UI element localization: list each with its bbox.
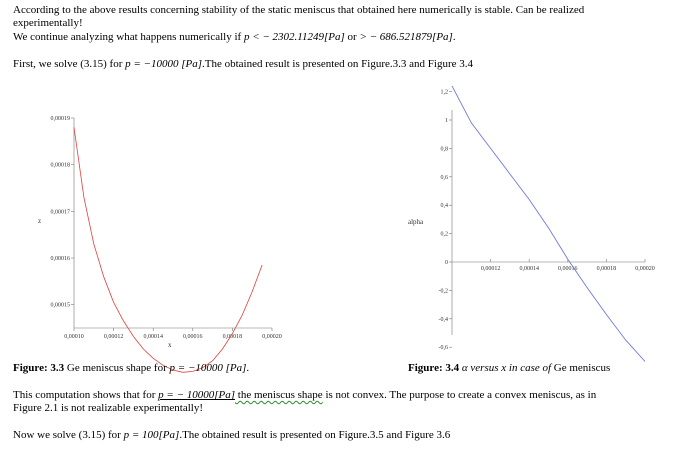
paragraph-3-line-1 [13,389,596,402]
chart2-y-tick-label: -0,6 [438,345,448,352]
figure-3-3-caption [13,362,249,375]
paragraph-3-text-c: is not convex. The purpose to create a convex meniscus, as in [322,389,597,401]
chart2-y-tick-label: 0,6 [440,174,448,181]
chart1-x-tick-label: 0,00014 [143,334,163,340]
paragraph-1-line-3-text: We continue analyzing what happens numerically if [13,31,244,43]
paragraph-2-text-a: First, we solve (3.15) for [13,58,126,70]
paragraph-1-line-1: According to the above results concerning stability of the static meniscus that obtained here numerically is stable. Can be realized [13,4,585,16]
chart1-x-tick-label: 0,00010 [64,334,84,340]
figure-3-3-caption-text: Ge meniscus shape for [64,362,170,374]
chart2-y-tick-label: 0,8 [440,146,448,153]
chart1-y-tick-label: 0,00015 [50,302,70,309]
figure-3-4-caption [408,362,610,375]
figure-3-3-caption-end: . [246,362,250,374]
paragraph-3-text-b: the meniscus shape [235,389,323,401]
figure-3-3-caption-math: p = −10000 [Pa] [169,362,247,374]
chart2-x-tick-label: 0,00018 [596,266,617,272]
chart1-y-tick-label: 0,00017 [50,209,70,216]
chart2-y-tick-label: 1 [445,118,448,124]
figure-3-4-caption-math: α versus x in case of [459,362,554,374]
chart2-y-tick-label: 0,4 [440,203,448,210]
figure-3-3-label: Figure: 3.3 [13,362,65,374]
pressure-bound-low: p < − 2302.11249[Pa] [243,31,345,43]
chart1-y-label: z [38,217,42,225]
paragraph-2-text-b: .The obtained result is presented on Figure.3.3 and Figure 3.4 [202,58,473,70]
chart1-x-label: x [168,341,172,349]
chart2-series-line [452,86,645,362]
chart1-x-tick-label: 0,00020 [262,334,282,340]
or-word: or [344,31,360,43]
chart1-x-tick-label: 0,00012 [103,334,124,340]
chart1-y-tick-label: 0,00019 [50,116,70,122]
chart1-x-tick-label: 0,00016 [183,334,203,340]
chart1-x-tick-label: 0,00018 [222,334,243,340]
paragraph-1-line-2: experimentally! [13,17,83,29]
chart2-y-tick-label: -0,2 [438,288,448,295]
paragraph-4-math: p = 100[Pa] [123,429,180,441]
chart2-y-tick-label: 1,2 [440,89,448,96]
chart2-x-tick-label: 0,00012 [480,266,501,272]
chart1-y-tick-label: 0,00018 [50,162,70,169]
paragraph-4-text-a: Now we solve (3.15) for [13,429,124,441]
chart2-x-tick-label: 0,00020 [635,266,655,272]
sentence-end: . [452,31,456,43]
paragraph-3-line-2: Figure 2.1 is not realizable experimentally! [13,402,203,414]
chart2-y-label: alpha [408,218,424,226]
chart1-y-tick-label: 0,00016 [50,256,70,262]
chart2-x-tick-label: 0,00014 [519,266,539,272]
chart2-y-tick-label: -0,4 [438,316,448,323]
figure-3-4-label: Figure: 3.4 [408,362,460,374]
paragraph-4 [13,429,450,442]
paragraph-4-text-b: .The obtained result is presented on Figure.3.5 and Figure 3.6 [179,429,451,441]
pressure-bound-high: > − 686.521879[Pa] [359,31,453,43]
figure-3-4-caption-end: Ge meniscus [553,362,611,374]
chart2-y-tick-label: 0,2 [440,231,448,238]
paragraph-3-math: p = − 10000[Pa] [158,389,236,401]
paragraph-3-text-a: This computation shows that for [13,389,159,401]
chart2-y-tick-label: 0 [445,260,448,266]
chart2-x-tick-label: 0,00016 [558,266,578,272]
paragraph-2-math: p = −10000 [Pa] [125,58,203,70]
